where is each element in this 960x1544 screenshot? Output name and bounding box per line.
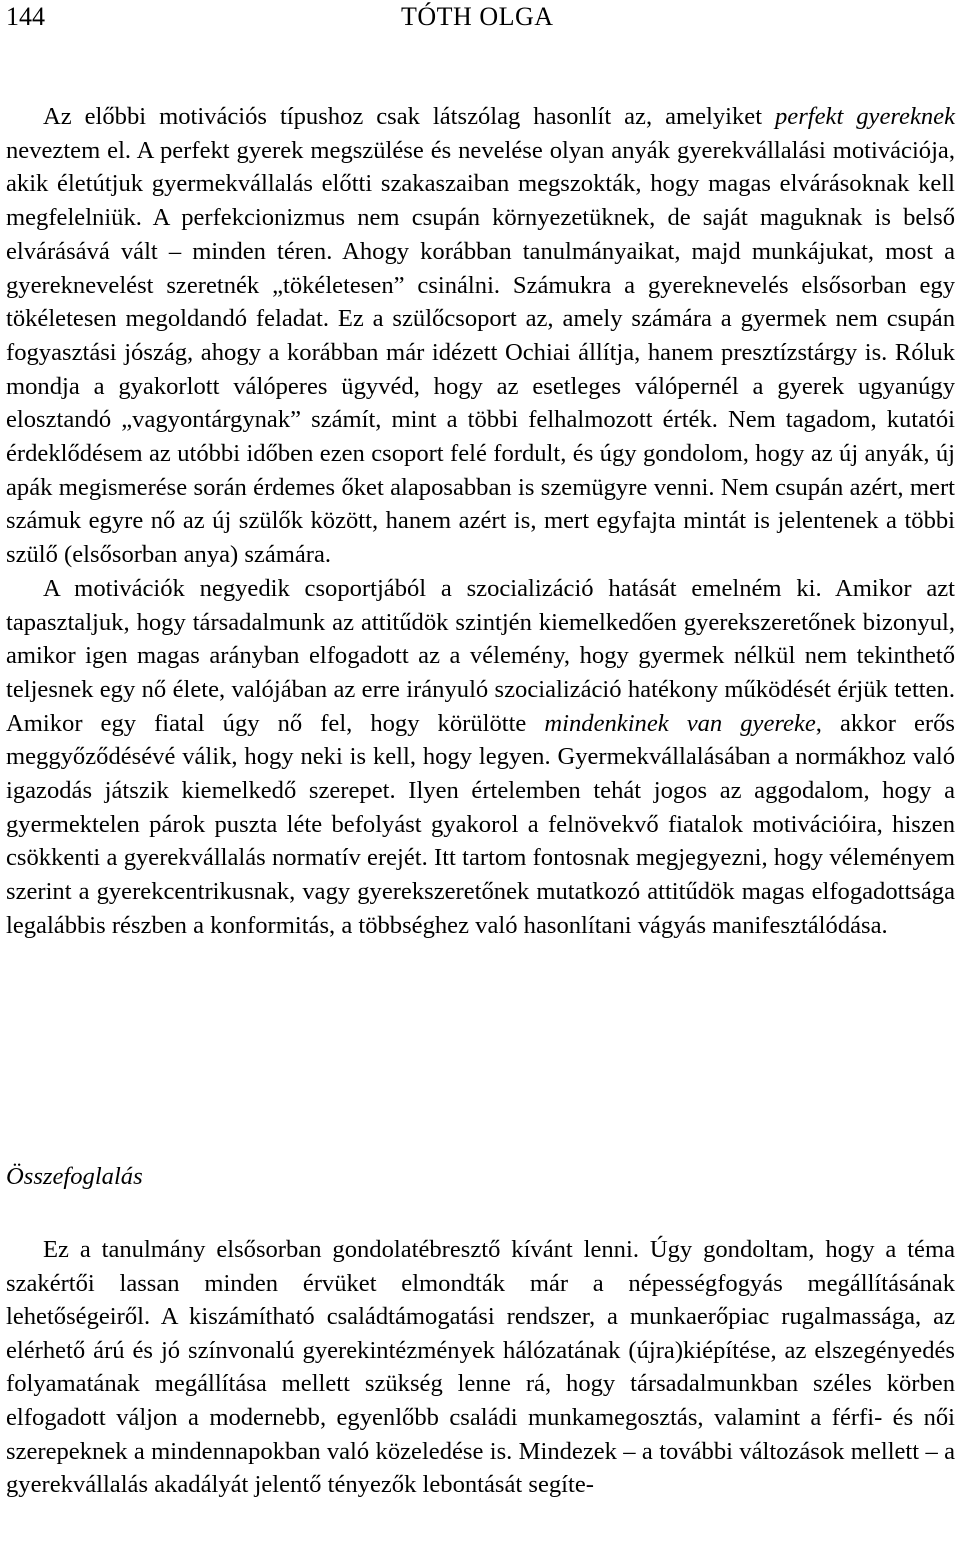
paragraph-socialization	[6, 572, 955, 943]
section-title: Összefoglalás	[6, 1163, 143, 1190]
page-header	[6, 0, 955, 40]
body-text	[6, 100, 955, 943]
paragraph-text: neveztem el. A perfekt gyerek megszülése és nevelése olyan anyák gyerekvállalási motivációja, akik életútjuk gyermekvállalás előtti szakaszaiban megszokták, hogy magas elvárásoknak kell megfelelniük. A perfekcionizmus nem csupán környezetüknek, de saját maguknak is belső elvárásává vált – minden téren. Ahogy korábban tanulmányaikat, majd munkájukat, most a gyereknevelést szeretnék „tökéletesen” csinálni. Számukra a gyereknevelés elsősorban egy tökéletesen megoldandó feladat. Ez a szülőcsoport az, amely számára a gyermek nem csupán fogyasztási jószág, ahogy a korábban már idézett Ochiai állítja, hanem presztízstárgy is. Róluk mondja a gyakorlott válóperes ügyvéd, hogy az esetleges válópernél a gyerek ugyanúgy elosztandó „vagyontárgynak” számít, mint a többi felhalmozott érték. Nem tagadom, kutatói érdeklődésem az utóbbi időben ezen csoport felé fordult, és úgy gondolom, hogy az új anyák, új apák megismerése során érdemes őket alaposabban is szemügyre venni. Nem csupán azért, mert számuk egyre nő az új szülők között, hanem azért is, mert egyfajta mintát is jelentenek a többi szülő (elsősorban anya) számára.	[6, 136, 955, 569]
italic-phrase: mindenkinek van gyereke	[544, 709, 816, 737]
paragraph-perfect-child	[6, 100, 955, 572]
paragraph-text: , akkor erős meggyőződésévé válik, hogy neki is kell, hogy legyen. Gyermekvállalásában a normákhoz való igazodás játszik kiemelkedő szerepet. Ilyen értelemben tehát jogos az aggodalom, hogy a gyermektelen párok puszta léte befolyást gyakorol a felnövekvő fiatalok motivációira, hiszen csökkenti a gyerekvállalás normatív erejét. Itt tartom fontosnak megjegyezni, hogy véleményem szerint a gyerekcentrikusnak, vagy gyerekszeretőnek mutatkozó attitűdök magas elfogadottsága legalábbis részben a konformitás, a többséghez való hasonlítani vágyás manifesztálódása.	[6, 709, 955, 939]
running-head: TÓTH OLGA	[401, 2, 554, 31]
paragraph-text: A motivációk negyedik csoportjából a szocializáció hatását emelném ki. Amikor azt tapasztaljuk, hogy társadalmunk az attitűdök szintjén kiemelkedően gyerekszeretőnek bizonyul, amikor igen magas arányban elfogadott az a vélemény, hogy gyermek nélkül nem tekinthető teljesnek egy nő élete, valójában az erre irányuló szocializáció hatékony működését érjük tetten. Amikor egy fiatal úgy nő fel, hogy körülötte	[6, 574, 955, 737]
summary-paragraph: Ez a tanulmány elsősorban gondolatébresztő kívánt lenni. Úgy gondoltam, hogy a téma szakértői lassan minden érvüket elmondták már a népességfogyás megállításának lehetőségeiről. A kiszámítható családtámogatási rendszer, a munkaerőpiac rugalmassága, az elérhető árú és jó színvonalú gyerekintézmények hálózatának (újra)kiépítése, az elszegényedés folyamatának megállítása mellett szükség lenne rá, hogy társadalmunkban széles körben elfogadott váljon a modernebb, egyenlőbb családi munkamegosztás, valamint a férfi- és női szerepeknek a mindennapokban való közeledése is. Mindezek – a további változások mellett – a gyerekvállalás akadályát jelentő tényezők lebontását segíte-	[6, 1236, 955, 1499]
paragraph-text: Az előbbi motivációs típushoz csak látszólag hasonlít az, amelyiket	[43, 103, 775, 130]
italic-term: perfekt gyereknek	[775, 103, 955, 130]
summary-text	[6, 1233, 955, 1502]
page-number: 144	[6, 2, 45, 31]
book-page	[6, 0, 955, 1499]
